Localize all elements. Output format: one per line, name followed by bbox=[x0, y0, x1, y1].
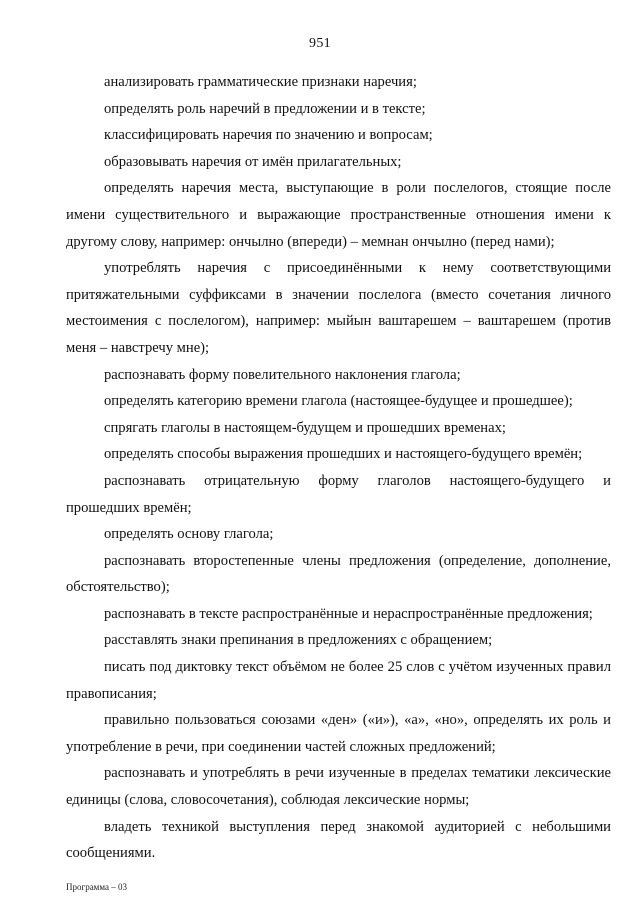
paragraph: употреблять наречия с присоединёнными к нему соответствующими притяжательными суффиксами в значении послелога (вместо сочетания личного местоимения с послелогом), например: мыйын ваштарешем – ваштарешем (против меня – навстречу мне); bbox=[66, 260, 611, 356]
paragraph: определять роль наречий в предложении и в тексте; bbox=[104, 100, 426, 117]
paragraph: распознавать отрицательную форму глаголов настоящего-будущего и прошедших времён; bbox=[66, 472, 611, 516]
body-text bbox=[66, 69, 611, 867]
paragraph: определять категорию времени глагола (настоящее-будущее и прошедшее); bbox=[104, 393, 573, 410]
paragraph: определять способы выражения прошедших и настоящего-будущего времён; bbox=[104, 446, 583, 463]
paragraph: распознавать в тексте распространённые и нераспространённые предложения; bbox=[104, 605, 593, 622]
paragraph: распознавать форму повелительного наклонения глагола; bbox=[104, 366, 461, 383]
paragraph: классифицировать наречия по значению и вопросам; bbox=[104, 127, 433, 144]
paragraph: правильно пользоваться союзами «ден» («и»), «а», «но», определять их роль и употребление в речи, при соединении частей сложных предложений; bbox=[66, 712, 611, 755]
paragraph: писать под диктовку текст объёмом не более 25 слов с учётом изученных правил правописания; bbox=[66, 659, 611, 702]
page-number: 951 bbox=[309, 36, 331, 51]
paragraph: спрягать глаголы в настоящем-будущем и прошедших временах; bbox=[104, 419, 506, 436]
paragraph: определять основу глагола; bbox=[104, 526, 274, 543]
paragraph: распознавать второстепенные члены предложения (определение, дополнение, обстоятельство); bbox=[66, 552, 611, 596]
paragraph: расставлять знаки препинания в предложениях с обращением; bbox=[104, 632, 493, 649]
paragraph: определять наречия места, выступающие в роли послелогов, стоящие после имени существительного и выражающие пространственные отношения имени к другому слову, например: ончылно (впереди) – мемнан ончылно (перед нами); bbox=[66, 180, 611, 250]
paragraph: анализировать грамматические признаки наречия; bbox=[104, 74, 417, 90]
paragraph: образовывать наречия от имён прилагательных; bbox=[104, 153, 402, 170]
paragraph: владеть техникой выступления перед знакомой аудиторией с небольшими сообщениями. bbox=[66, 818, 611, 862]
paragraph: распознавать и употреблять в речи изученные в пределах тематики лексические единицы (слова, словосочетания), соблюдая лексические нормы; bbox=[66, 765, 611, 809]
footer-label: Программа – 03 bbox=[66, 882, 128, 892]
